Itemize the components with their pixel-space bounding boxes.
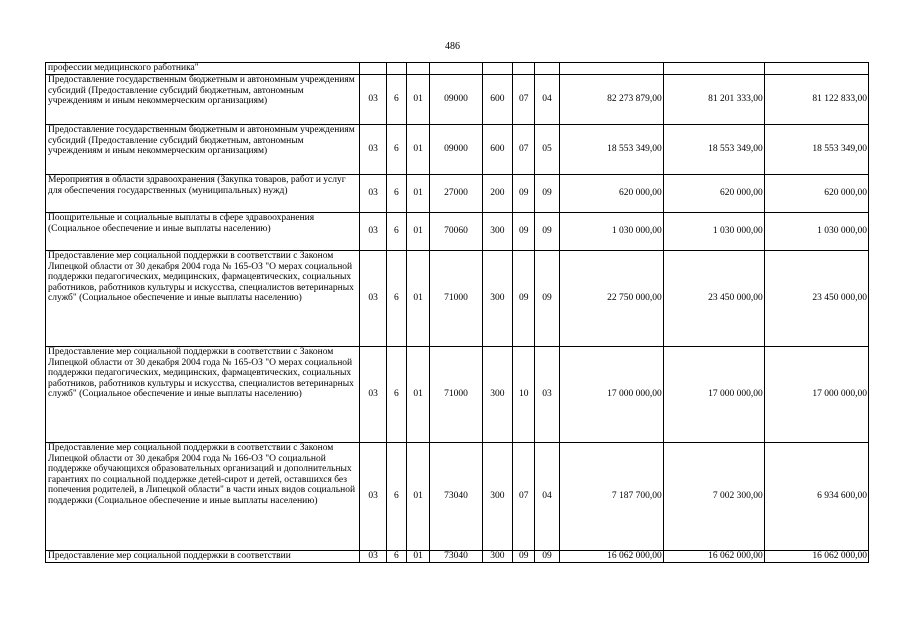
- code-expense-type: 600: [482, 75, 512, 125]
- table-row: [46, 443, 869, 551]
- row-description: Мероприятия в области здравоохранения (Закупка товаров, работ и услуг для обеспечения государственных (муниципальных) нужд): [46, 175, 360, 213]
- amount-year-1: 7 187 700,00: [559, 443, 663, 551]
- code-subsection: 03: [535, 347, 559, 443]
- amount-year-3: 17 000 000,00: [764, 347, 868, 443]
- code-subprogram: 6: [386, 175, 406, 213]
- code-direction: 09000: [430, 75, 483, 125]
- code-subprogram: 6: [386, 551, 406, 563]
- budget-table: [45, 62, 869, 563]
- code-gp: 03: [360, 443, 386, 551]
- row-description: Предоставление государственным бюджетным и автономным учреждениям субсидий (Предоставление субсидий бюджетным, автономным учреждениям и иным некоммерческим организациям): [46, 75, 360, 125]
- code-section: 10: [513, 347, 535, 443]
- code-expense-type: [482, 63, 512, 75]
- code-section: 07: [513, 75, 535, 125]
- table-row: [46, 251, 869, 347]
- amount-year-2: 1 030 000,00: [663, 213, 764, 251]
- code-direction: 73040: [430, 551, 483, 563]
- code-main-event: 01: [406, 175, 429, 213]
- amount-year-3: 1 030 000,00: [764, 213, 868, 251]
- code-subprogram: 6: [386, 125, 406, 175]
- amount-year-3: 6 934 600,00: [764, 443, 868, 551]
- code-section: [513, 63, 535, 75]
- code-section: 09: [513, 175, 535, 213]
- code-subsection: [535, 63, 559, 75]
- code-subsection: 09: [535, 551, 559, 563]
- code-section: 09: [513, 251, 535, 347]
- code-subsection: 04: [535, 443, 559, 551]
- row-description: Поощрительные и социальные выплаты в сфере здравоохранения (Социальное обеспечение и иные выплаты населению): [46, 213, 360, 251]
- code-main-event: 01: [406, 551, 429, 563]
- amount-year-3: 620 000,00: [764, 175, 868, 213]
- code-subsection: 04: [535, 75, 559, 125]
- amount-year-2: 23 450 000,00: [663, 251, 764, 347]
- amount-year-1: 17 000 000,00: [559, 347, 663, 443]
- row-description: профессии медицинского работника": [46, 63, 360, 75]
- code-expense-type: 300: [482, 251, 512, 347]
- code-direction: 09000: [430, 125, 483, 175]
- code-subprogram: 6: [386, 251, 406, 347]
- code-direction: 27000: [430, 175, 483, 213]
- amount-year-2: 81 201 333,00: [663, 75, 764, 125]
- amount-year-3: 18 553 349,00: [764, 125, 868, 175]
- code-subsection: 09: [535, 175, 559, 213]
- table-row: [46, 175, 869, 213]
- code-main-event: 01: [406, 125, 429, 175]
- amount-year-2: 620 000,00: [663, 175, 764, 213]
- amount-year-2: 17 000 000,00: [663, 347, 764, 443]
- code-gp: 03: [360, 75, 386, 125]
- row-description: Предоставление мер социальной поддержки в соответствии с Законом Липецкой области от 30 декабря 2004 года № 165-ОЗ "О мерах социальной поддержки педагогических, медицинских, фармацевтических, социальных работников, работников культуры и искусства, специалистов ветеринарных служб" (Социальное обеспечение и иные выплаты населению): [46, 347, 360, 443]
- amount-year-1: 1 030 000,00: [559, 213, 663, 251]
- code-subsection: 09: [535, 251, 559, 347]
- amount-year-3: 81 122 833,00: [764, 75, 868, 125]
- code-gp: 03: [360, 175, 386, 213]
- code-expense-type: 300: [482, 347, 512, 443]
- amount-year-1: 22 750 000,00: [559, 251, 663, 347]
- code-main-event: 01: [406, 213, 429, 251]
- code-subsection: 09: [535, 213, 559, 251]
- code-subprogram: [386, 63, 406, 75]
- amount-year-1: 16 062 000,00: [559, 551, 663, 563]
- code-subprogram: 6: [386, 347, 406, 443]
- amount-year-1: 82 273 879,00: [559, 75, 663, 125]
- code-gp: 03: [360, 213, 386, 251]
- code-direction: 71000: [430, 347, 483, 443]
- code-gp: [360, 63, 386, 75]
- code-main-event: 01: [406, 347, 429, 443]
- code-section: 07: [513, 443, 535, 551]
- code-direction: 73040: [430, 443, 483, 551]
- amount-year-2: 18 553 349,00: [663, 125, 764, 175]
- table-row: [46, 213, 869, 251]
- code-direction: [430, 63, 483, 75]
- table-row: [46, 551, 869, 563]
- code-gp: 03: [360, 125, 386, 175]
- code-subsection: 05: [535, 125, 559, 175]
- amount-year-3: 16 062 000,00: [764, 551, 868, 563]
- row-description: Предоставление мер социальной поддержки в соответствии с Законом Липецкой области от 30 декабря 2004 года № 165-ОЗ "О мерах социальной поддержки педагогических, медицинских, фармацевтических, социальных работников, работников культуры и искусства, специалистов ветеринарных служб" (Социальное обеспечение и иные выплаты населению): [46, 251, 360, 347]
- code-main-event: 01: [406, 443, 429, 551]
- code-gp: 03: [360, 347, 386, 443]
- code-direction: 71000: [430, 251, 483, 347]
- table-row: [46, 75, 869, 125]
- page-number: 486: [445, 41, 460, 52]
- table-row: [46, 347, 869, 443]
- code-expense-type: 200: [482, 175, 512, 213]
- amount-year-2: [663, 63, 764, 75]
- amount-year-1: [559, 63, 663, 75]
- code-expense-type: 300: [482, 551, 512, 563]
- code-subprogram: 6: [386, 213, 406, 251]
- code-direction: 70060: [430, 213, 483, 251]
- amount-year-2: 7 002 300,00: [663, 443, 764, 551]
- amount-year-3: 23 450 000,00: [764, 251, 868, 347]
- amount-year-1: 18 553 349,00: [559, 125, 663, 175]
- code-section: 09: [513, 551, 535, 563]
- amount-year-1: 620 000,00: [559, 175, 663, 213]
- row-description: Предоставление мер социальной поддержки в соответствии с Законом Липецкой области от 30 декабря 2004 года № 166-ОЗ "О социальной поддержке обучающихся образовательных организаций и дополнительных гарантиях по социальной поддержке детей-сирот и детей, оставшихся без попечения родителей, в Липецкой области" в части иных видов социальной поддержки (Социальное обеспечение и иные выплаты населению): [46, 443, 360, 551]
- table-row: [46, 125, 869, 175]
- row-description: Предоставление государственным бюджетным и автономным учреждениям субсидий (Предоставление субсидий бюджетным, автономным учреждениям и иным некоммерческим организациям): [46, 125, 360, 175]
- code-expense-type: 600: [482, 125, 512, 175]
- code-subprogram: 6: [386, 443, 406, 551]
- code-gp: 03: [360, 251, 386, 347]
- code-expense-type: 300: [482, 213, 512, 251]
- amount-year-3: [764, 63, 868, 75]
- code-gp: 03: [360, 551, 386, 563]
- code-main-event: 01: [406, 251, 429, 347]
- table-row: [46, 63, 869, 75]
- code-section: 07: [513, 125, 535, 175]
- code-main-event: 01: [406, 75, 429, 125]
- code-section: 09: [513, 213, 535, 251]
- code-subprogram: 6: [386, 75, 406, 125]
- code-main-event: [406, 63, 429, 75]
- amount-year-2: 16 062 000,00: [663, 551, 764, 563]
- row-description: Предоставление мер социальной поддержки в соответствии: [46, 551, 360, 563]
- code-expense-type: 300: [482, 443, 512, 551]
